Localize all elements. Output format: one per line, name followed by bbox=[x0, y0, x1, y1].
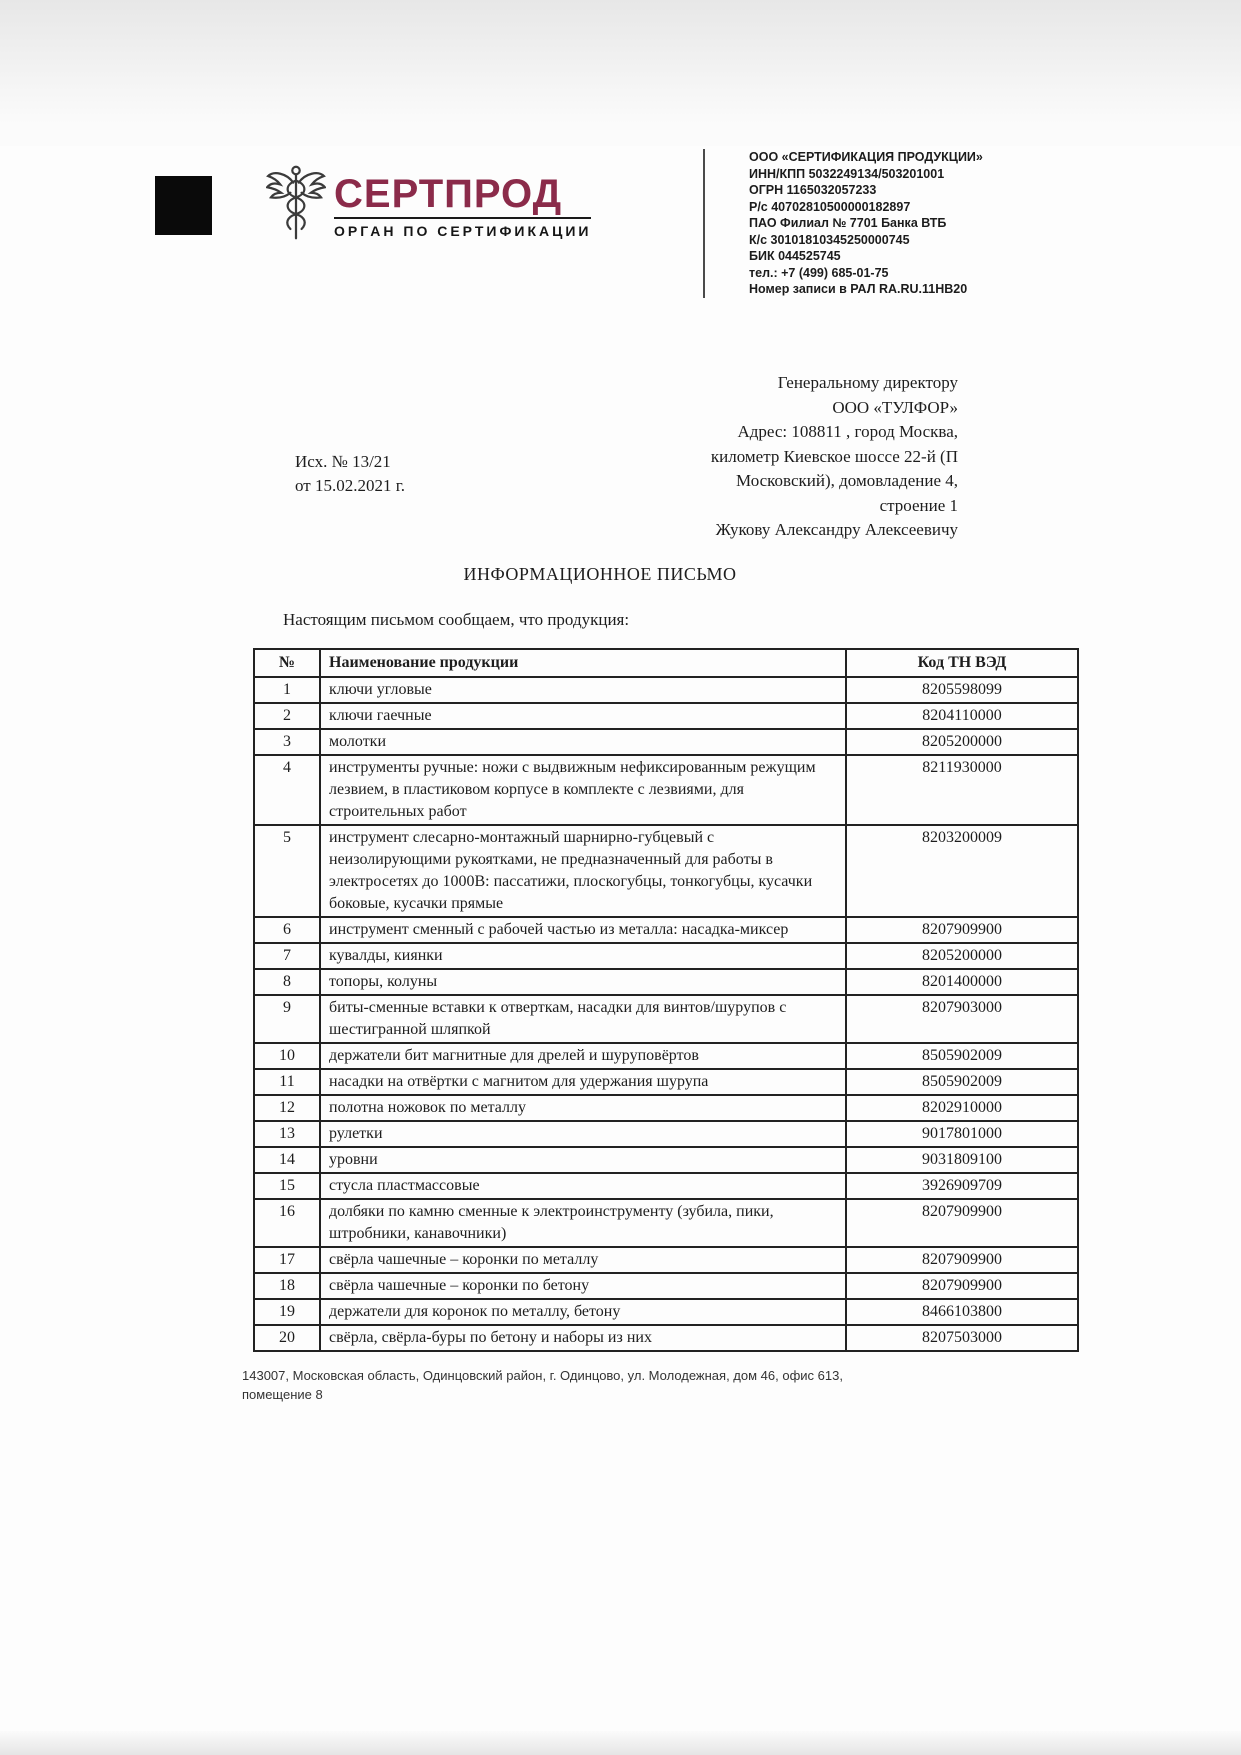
tnved-code: 8207909900 bbox=[846, 1273, 1078, 1299]
reference-block bbox=[295, 450, 405, 498]
row-number: 3 bbox=[254, 729, 320, 755]
company-detail-line: ПАО Филиал № 7701 Банка ВТБ bbox=[749, 216, 947, 230]
table-row bbox=[254, 729, 1078, 755]
addressee-line: Жукову Александру Алексеевичу bbox=[715, 520, 958, 539]
product-table bbox=[253, 648, 1079, 1352]
table-row bbox=[254, 1173, 1078, 1199]
logo-text bbox=[334, 164, 591, 239]
company-detail-line: ОГРН 1165032057233 bbox=[749, 183, 877, 197]
addressee-line: километр Киевское шоссе 22-й (П bbox=[710, 446, 958, 466]
table-row bbox=[254, 969, 1078, 995]
row-number: 4 bbox=[254, 755, 320, 825]
tnved-code: 8205200000 bbox=[846, 943, 1078, 969]
table-row bbox=[254, 1095, 1078, 1121]
product-name: ключи угловые bbox=[320, 677, 846, 703]
tnved-code: 9017801000 bbox=[846, 1121, 1078, 1147]
product-name: свёрла чашечные – коронки по бетону bbox=[320, 1273, 846, 1299]
company-details bbox=[703, 149, 983, 298]
table-row bbox=[254, 1147, 1078, 1173]
tnved-code: 8205598099 bbox=[846, 677, 1078, 703]
row-number: 8 bbox=[254, 969, 320, 995]
product-name: ключи гаечные bbox=[320, 703, 846, 729]
tnved-code: 8204110000 bbox=[846, 703, 1078, 729]
outgoing-date: от 15.02.2021 г. bbox=[295, 476, 406, 495]
table-area bbox=[242, 648, 1102, 1404]
product-name: уровни bbox=[320, 1147, 846, 1173]
company-detail-line: БИК 044525745 bbox=[749, 249, 841, 263]
product-name: инструмент сменный с рабочей частью из металла: насадка-миксер bbox=[320, 917, 846, 943]
row-number: 11 bbox=[254, 1069, 320, 1095]
logo-brand-text: СЕРТПРОД bbox=[334, 172, 563, 216]
tnved-code: 8207909900 bbox=[846, 917, 1078, 943]
tnved-code: 8211930000 bbox=[846, 755, 1078, 825]
table-row bbox=[254, 703, 1078, 729]
table-row bbox=[254, 1273, 1078, 1299]
table-row bbox=[254, 1199, 1078, 1247]
row-number: 10 bbox=[254, 1043, 320, 1069]
col-header-number: № bbox=[254, 649, 320, 677]
row-number: 9 bbox=[254, 995, 320, 1043]
row-number: 7 bbox=[254, 943, 320, 969]
product-name: свёрла чашечные – коронки по металлу bbox=[320, 1247, 846, 1273]
table-row bbox=[254, 755, 1078, 825]
addressee-line: строение 1 bbox=[879, 495, 958, 515]
scan-edge-bottom bbox=[0, 1731, 1241, 1755]
row-number: 15 bbox=[254, 1173, 320, 1199]
company-detail-line: К/с 30101810345250000745 bbox=[749, 232, 910, 247]
table-row bbox=[254, 677, 1078, 703]
table-row bbox=[254, 1069, 1078, 1095]
tnved-code: 8202910000 bbox=[846, 1095, 1078, 1121]
product-name: кувалды, киянки bbox=[320, 943, 846, 969]
row-number: 16 bbox=[254, 1199, 320, 1247]
company-detail-line: ИНН/КПП 5032249134/503201001 bbox=[749, 166, 945, 181]
table-row bbox=[254, 1325, 1078, 1351]
product-name: инструмент слесарно-монтажный шарнирно-губцевый с неизолирующими рукоятками, не предназначенный для работы в электросетях до 1000В: пассатижи, плоскогубцы, тонкогубцы, кусачки боковые, кусачки прямые bbox=[320, 825, 846, 917]
table-row bbox=[254, 825, 1078, 917]
company-detail-line: Номер записи в РАЛ RA.RU.11HB20 bbox=[749, 282, 968, 296]
tnved-code: 8505902009 bbox=[846, 1043, 1078, 1069]
row-number: 18 bbox=[254, 1273, 320, 1299]
logo-subtitle: ОРГАН ПО СЕРТИФИКАЦИИ bbox=[334, 217, 591, 239]
footer-address bbox=[242, 1366, 962, 1404]
table-row bbox=[254, 1247, 1078, 1273]
addressee-line: Московский), домовладение 4, bbox=[736, 471, 958, 490]
addressee-line: Генеральному директору bbox=[777, 373, 958, 392]
product-name: биты-сменные вставки к отверткам, насадки для винтов/шурупов с шестигранной шляпкой bbox=[320, 995, 846, 1043]
intro-text: Настоящим письмом сообщаем, что продукция: bbox=[283, 610, 630, 629]
product-name: инструменты ручные: ножи с выдвижным нефиксированным режущим лезвием, в пластиковом корпусе в комплекте с лезвиями, для строительных работ bbox=[320, 755, 846, 825]
tnved-code: 8505902009 bbox=[846, 1069, 1078, 1095]
product-name: рулетки bbox=[320, 1121, 846, 1147]
row-number: 12 bbox=[254, 1095, 320, 1121]
document-title: ИНФОРМАЦИОННОЕ ПИСЬМО bbox=[463, 564, 737, 584]
product-name: держатели бит магнитные для дрелей и шуруповёртов bbox=[320, 1043, 846, 1069]
certification-body-logo bbox=[266, 164, 591, 247]
tnved-code: 8205200000 bbox=[846, 729, 1078, 755]
company-detail-line: ООО «СЕРТИФИКАЦИЯ ПРОДУКЦИИ» bbox=[749, 150, 983, 164]
col-header-code: Код ТН ВЭД bbox=[846, 649, 1078, 677]
footer-address-line2: помещение 8 bbox=[242, 1387, 323, 1402]
addressee-block bbox=[480, 371, 958, 543]
footer-address-line1: 143007, Московская область, Одинцовский район, г. Одинцово, ул. Молодежная, дом 46, офис 613, bbox=[242, 1368, 843, 1383]
tnved-code: 3926909709 bbox=[846, 1173, 1078, 1199]
row-number: 19 bbox=[254, 1299, 320, 1325]
row-number: 14 bbox=[254, 1147, 320, 1173]
product-name: полотна ножовок по металлу bbox=[320, 1095, 846, 1121]
product-name: молотки bbox=[320, 729, 846, 755]
product-name: топоры, колуны bbox=[320, 969, 846, 995]
table-row bbox=[254, 1121, 1078, 1147]
product-table-head bbox=[254, 649, 1078, 677]
outgoing-number: Исх. № 13/21 bbox=[295, 452, 391, 471]
tnved-code: 8207909900 bbox=[846, 1199, 1078, 1247]
tnved-code: 8203200009 bbox=[846, 825, 1078, 917]
header-row bbox=[254, 649, 1078, 677]
company-detail-line: тел.: +7 (499) 685-01-75 bbox=[749, 265, 889, 280]
tnved-code: 8207903000 bbox=[846, 995, 1078, 1043]
redaction-block bbox=[155, 176, 212, 235]
product-name: свёрла, свёрла-буры по бетону и наборы из них bbox=[320, 1325, 846, 1351]
addressee-line: ООО «ТУЛФОР» bbox=[832, 397, 958, 417]
col-header-name: Наименование продукции bbox=[320, 649, 846, 677]
product-name: долбяки по камню сменные к электроинструменту (зубила, пики, штробники, канавочники) bbox=[320, 1199, 846, 1247]
tnved-code: 8207503000 bbox=[846, 1325, 1078, 1351]
company-detail-line: Р/с 40702810500000182897 bbox=[749, 199, 911, 214]
table-row bbox=[254, 1043, 1078, 1069]
row-number: 13 bbox=[254, 1121, 320, 1147]
row-number: 17 bbox=[254, 1247, 320, 1273]
tnved-code: 8207909900 bbox=[846, 1247, 1078, 1273]
row-number: 20 bbox=[254, 1325, 320, 1351]
product-name: стусла пластмассовые bbox=[320, 1173, 846, 1199]
row-number: 2 bbox=[254, 703, 320, 729]
product-table-body bbox=[254, 677, 1078, 1351]
caduceus-icon bbox=[266, 164, 326, 247]
addressee-line: Адрес: 108811 , город Москва, bbox=[737, 422, 958, 441]
tnved-code: 9031809100 bbox=[846, 1147, 1078, 1173]
product-name: насадки на отвёртки с магнитом для удержания шурупа bbox=[320, 1069, 846, 1095]
row-number: 5 bbox=[254, 825, 320, 917]
tnved-code: 8466103800 bbox=[846, 1299, 1078, 1325]
tnved-code: 8201400000 bbox=[846, 969, 1078, 995]
scan-edge-top bbox=[0, 0, 1241, 146]
table-row bbox=[254, 917, 1078, 943]
table-row bbox=[254, 1299, 1078, 1325]
row-number: 6 bbox=[254, 917, 320, 943]
product-name: держатели для коронок по металлу, бетону bbox=[320, 1299, 846, 1325]
table-row bbox=[254, 995, 1078, 1043]
table-row bbox=[254, 943, 1078, 969]
row-number: 1 bbox=[254, 677, 320, 703]
